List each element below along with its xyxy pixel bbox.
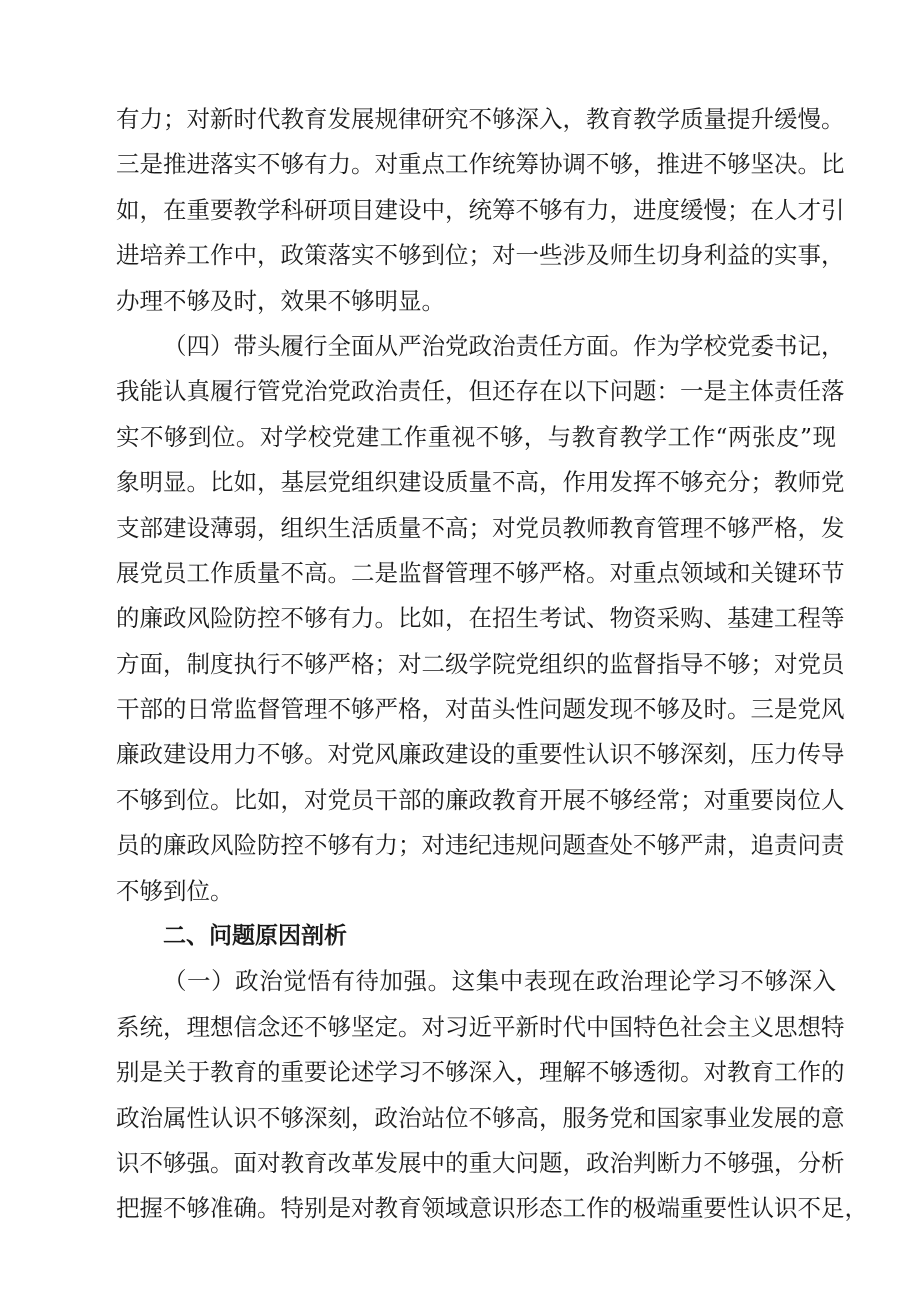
paragraph-line: 不够到位。 [116, 876, 234, 905]
paragraph-line: 办理不够及时，效果不够明显。 [116, 286, 445, 315]
paragraph-line: 廉政建设用力不够。对党风廉政建设的重要性认识不够深刻，压力传导 [116, 740, 845, 769]
paragraph-line: 实不够到位。对学校党建工作重视不够，与教育教学工作“两张皮”现 [116, 422, 836, 451]
paragraph-line: 我能认真履行管党治党政治责任，但还存在以下问题：一是主体责任落 [116, 377, 845, 406]
paragraph-line: （四）带头履行全面从严治党政治责任方面。作为学校党委书记， [163, 331, 845, 360]
paragraph-line: 的廉政风险防控不够有力。比如，在招生考试、物资采购、基建工程等 [116, 604, 845, 633]
paragraph-line: （一）政治觉悟有待加强。这集中表现在政治理论学习不够深入 [163, 967, 836, 996]
paragraph-line: 进培养工作中，政策落实不够到位；对一些涉及师生切身利益的实事， [116, 241, 845, 270]
paragraph-line: 干部的日常监督管理不够严格，对苗头性问题发现不够及时。三是党风 [116, 695, 845, 724]
paragraph-line: 不够到位。比如，对党员干部的廉政教育开展不够经常；对重要岗位人 [116, 785, 845, 814]
section-heading: 二、问题原因剖析 [163, 923, 347, 950]
paragraph-line: 识不够强。面对教育改革发展中的重大问题，政治判断力不够强，分析 [116, 1148, 845, 1177]
paragraph-line: 象明显。比如，基层党组织建设质量不高，作用发挥不够充分；教师党 [116, 468, 845, 497]
paragraph-line: 方面，制度执行不够严格；对二级学院党组织的监督指导不够；对党员 [116, 649, 845, 678]
paragraph-line: 员的廉政风险防控不够有力；对违纪违规问题查处不够严肃，追责问责 [116, 831, 845, 860]
paragraph-line: 有力；对新时代教育发展规律研究不够深入，教育教学质量提升缓慢。 [116, 105, 845, 133]
paragraph-line: 系统，理想信念还不够坚定。对习近平新时代中国特色社会主义思想特 [116, 1012, 845, 1041]
document-body [116, 97, 868, 1232]
paragraph-line: 政治属性认识不够深刻，政治站位不够高，服务党和国家事业发展的意 [116, 1103, 845, 1132]
paragraph-line: 三是推进落实不够有力。对重点工作统筹协调不够，推进不够坚决。比 [116, 150, 845, 179]
paragraph-line: 如，在重要教学科研项目建设中，统筹不够有力，进度缓慢；在人才引 [116, 195, 845, 224]
paragraph-line: 别是关于教育的重要论述学习不够深入，理解不够透彻。对教育工作的 [116, 1058, 845, 1087]
paragraph-line: 支部建设薄弱，组织生活质量不高；对党员教师教育管理不够严格，发 [116, 513, 845, 542]
paragraph-line: 把握不够准确。特别是对教育领域意识形态工作的极端重要性认识不足， [116, 1194, 868, 1223]
paragraph-line: 展党员工作质量不高。二是监督管理不够严格。对重点领域和关键环节 [116, 558, 845, 587]
